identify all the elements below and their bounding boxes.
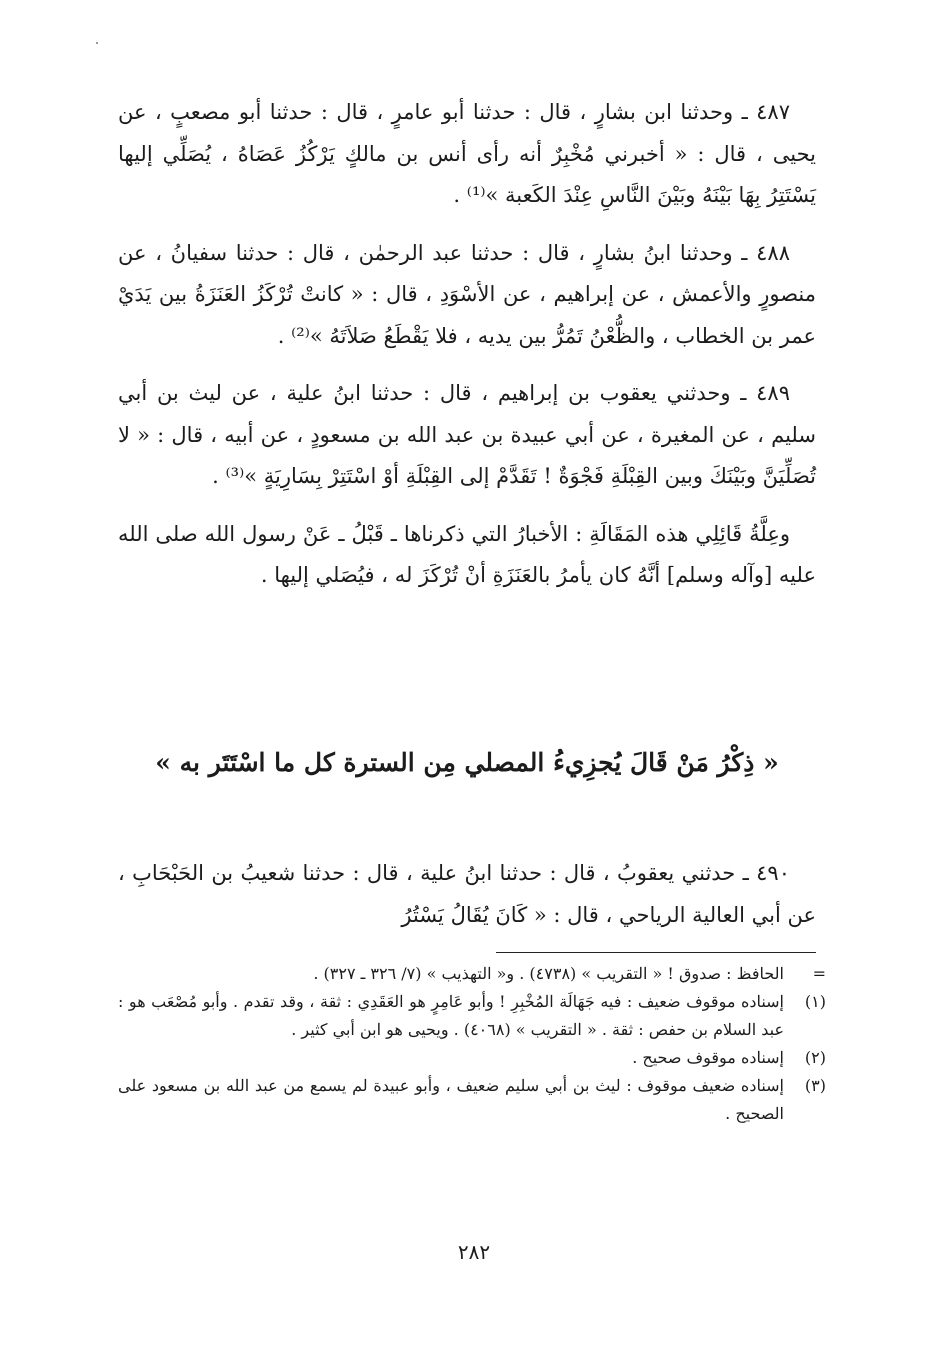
paragraph-490: ٤٩٠ ـ حدثني يعقوبُ ، قال : حدثنا ابنُ علية ، قال : حدثنا شعيبُ بن الحَبْحَابِ ، عن أبي العالية الرياحي ، قال : « كَانَ يُقَالُ يَسْتُرُ bbox=[118, 861, 816, 927]
paragraph-487: ٤٨٧ ـ وحدثنا ابن بشارٍ ، قال : حدثنا أبو عامرٍ ، قال : حدثنا أبو مصعبٍ ، عن يحيى ، قال : « أخبرني مُخْبِرٌ أنه رأى أنس بن مالكٍ يَرْكُزُ عَصَاهُ ، يُصَلِّي إليها يَسْتَتِرُ بِهَا بَيْنَهُ وبَيْنَ النَّاسِ عِنْدَ الكَعبة »⁽¹⁾ . bbox=[118, 100, 816, 207]
scan-speck bbox=[96, 42, 98, 44]
footnote-number: (١) bbox=[804, 992, 826, 1011]
footnote-number: = bbox=[812, 964, 826, 983]
footnote-text: إسناده ضعيف موقوف : ليث بن أبي سليم ضعيف ، وأبو عبيدة لم يسمع من عبد الله بن مسعود على الصحيح . bbox=[118, 1076, 784, 1123]
footnote-divider bbox=[496, 952, 816, 953]
footnote-1 bbox=[118, 988, 826, 1044]
section-heading: « ذِكْرُ مَنْ قَالَ يُجزِيءُ المصلي مِن السترة كل ما اسْتَتَر به » bbox=[155, 748, 779, 777]
paragraph-490-container bbox=[118, 853, 816, 952]
main-text bbox=[118, 92, 816, 613]
footnote-text: إسناده موقوف ضعيف : فيه جَهَالَة المُخْبِرِ ! وأبو عَامِرٍ هو العَقَدِي : ثقة ، وقد تقدم . وأبو مُصْعَب هو : عبد السلام بن حفص : ثقة . « التقريب » (٤٠٦٨) . ويحيى هو ابن أبي كثير . bbox=[118, 992, 784, 1039]
paragraph-488: ٤٨٨ ـ وحدثنا ابنُ بشارٍ ، قال : حدثنا عبد الرحمٰن ، قال : حدثنا سفيانُ ، عن منصورٍ والأعمش ، عن إبراهيم ، عن الأسْوَدِ ، قال : « كانتْ تُرْكَزُ العَنَزَةُ بين يَدَيْ عمر بن الخطاب ، والظُّعْنُ تَمُرُّ بين يديه ، فلا يَقْطَعُ صَلاَتَهُ »⁽²⁾ . bbox=[118, 240, 816, 348]
footnote-2 bbox=[118, 1044, 826, 1072]
paragraph-commentary: وعِلَّةُ قَائِلِي هذه المَقَالَةِ : الأخبارُ التي ذكرناها ـ قَبْلُ ـ عَنْ رسول الله صلى الله عليه [وآله وسلم] أنَّهُ كان يأمرُ بالعَنَزَةِ أنْ تُرْكَزَ له ، فيُصَلي إليها . bbox=[118, 521, 816, 587]
footnotes bbox=[118, 960, 826, 1128]
footnote-text: الحافظ : صدوق ! « التقريب » (٤٧٣٨) . و« التهذيب » (٧/ ٣٢٦ ـ ٣٢٧) . bbox=[313, 964, 784, 983]
footnote-number: (٢) bbox=[804, 1048, 826, 1067]
footnote-number: (٣) bbox=[804, 1076, 826, 1095]
page-number: ٢٨٢ bbox=[457, 1240, 491, 1264]
footnote-continuation bbox=[118, 960, 826, 988]
footnote-text: إسناده موقوف صحيح . bbox=[632, 1048, 784, 1067]
paragraph-489: ٤٨٩ ـ وحدثني يعقوب بن إبراهيم ، قال : حدثنا ابنُ علية ، عن ليث بن أبي سليم ، عن المغيرة ، عن أبي عبيدة بن عبد الله بن مسعودٍ ، عن أبيه ، قال : « لا تُصَلِّيَنَّ وبَيْنَكَ وبين القِبْلَةِ فَجْوَةٌ ! تَقَدَّمْ إلى القِبْلَةِ أوْ اسْتَتِرْ بِسَارِيَةٍ »⁽³⁾ . bbox=[118, 381, 816, 488]
footnote-3 bbox=[118, 1072, 826, 1128]
